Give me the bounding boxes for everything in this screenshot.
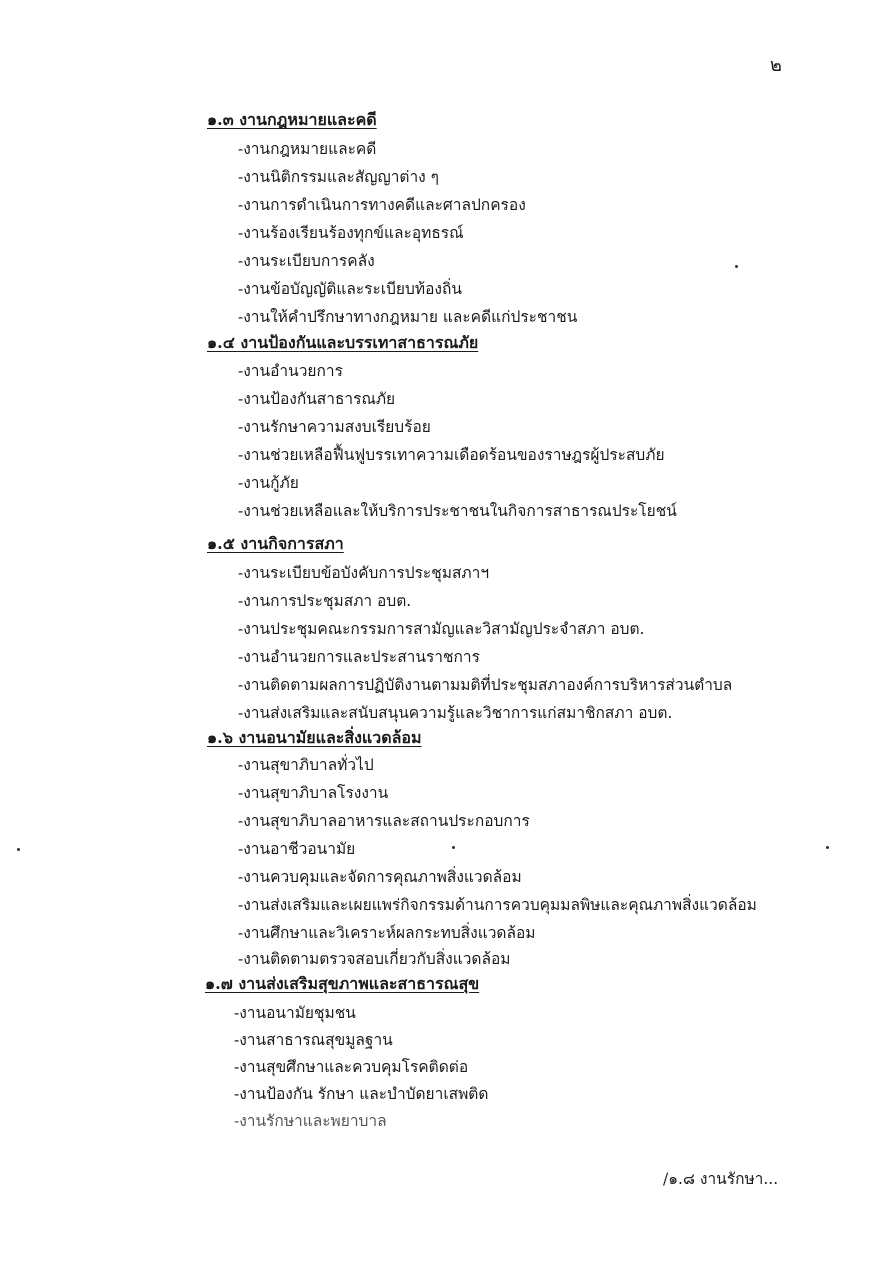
scan-speck [735, 265, 738, 268]
scan-speck [452, 846, 455, 849]
section-heading: ๑.๗ งานส่งเสริมสุขภาพและสาธารณสุข [205, 974, 480, 993]
list-item: -งานระเบียบข้อบังคับการประชุมสภาฯ [238, 564, 490, 582]
list-item: -งานสุขาภิบาลทั่วไป [238, 756, 374, 774]
list-item: -งานอนามัยชุมชน [234, 1004, 356, 1022]
list-item: -งานนิติกรรมและสัญญาต่าง ๆ [238, 168, 440, 186]
list-item: -งานข้อบัญญัติและระเบียบท้องถิ่น [238, 280, 462, 298]
section-heading: ๑.๖ งานอนามัยและสิ่งแวดล้อม [207, 728, 422, 747]
scan-speck [17, 848, 20, 851]
list-item: -งานการประชุมสภา อบต. [238, 592, 412, 610]
list-item: -งานอำนวยการ [238, 362, 343, 380]
list-item: -งานช่วยเหลือและให้บริการประชาชนในกิจการสาธารณประโยชน์ [238, 502, 677, 520]
list-item: -งานกู้ภัย [238, 474, 299, 492]
continuation-note: /๑.๘ งานรักษา... [663, 1170, 779, 1188]
list-item: -งานสุขศึกษาและควบคุมโรคติดต่อ [234, 1058, 469, 1076]
list-item: -งานสุขาภิบาลโรงงาน [238, 784, 389, 802]
list-item: -งานอาชีวอนามัย [238, 840, 356, 858]
list-item: -งานกฎหมายและคดี [238, 140, 377, 158]
section-heading: ๑.๕ งานกิจการสภา [207, 534, 344, 553]
list-item: -งานการดำเนินการทางคดีและศาลปกครอง [238, 196, 526, 214]
list-item: -งานป้องกัน รักษา และบำบัดยาเสพติด [234, 1085, 489, 1103]
list-item: -งานติดตามตรวจสอบเกี่ยวกับสิ่งแวดล้อม [238, 950, 511, 968]
list-item: -งานติดตามผลการปฏิบัติงานตามมติที่ประชุมสภาองค์การบริหารส่วนตำบล [238, 676, 733, 694]
list-item: -งานร้องเรียนร้องทุกข์และอุทธรณ์ [238, 224, 464, 242]
scan-speck [826, 846, 829, 849]
list-item: -งานป้องกันสาธารณภัย [238, 390, 396, 408]
list-item: -งานสาธารณสุขมูลฐาน [234, 1031, 393, 1049]
list-item: -งานให้คำปรึกษาทางกฎหมาย และคดีแก่ประชาชน [238, 308, 578, 326]
list-item: -งานศึกษาและวิเคราะห์ผลกระทบสิ่งแวดล้อม [238, 924, 536, 942]
list-item: -งานรักษาและพยาบาล [234, 1112, 387, 1130]
section-heading: ๑.๔ งานป้องกันและบรรเทาสาธารณภัย [207, 333, 479, 352]
list-item: -งานช่วยเหลือฟื้นฟูบรรเทาความเดือดร้อนของราษฎรผู้ประสบภัย [238, 446, 665, 464]
list-item: -งานประชุมคณะกรรมการสามัญและวิสามัญประจำสภา อบต. [238, 620, 645, 638]
list-item: -งานส่งเสริมและสนับสนุนความรู้และวิชาการแก่สมาชิกสภา อบต. [238, 704, 673, 722]
list-item: -งานอำนวยการและประสานราชการ [238, 648, 480, 666]
list-item: -งานสุขาภิบาลอาหารและสถานประกอบการ [238, 812, 530, 830]
page-number: ๒ [770, 55, 782, 76]
list-item: -งานควบคุมและจัดการคุณภาพสิ่งแวดล้อม [238, 868, 522, 886]
section-heading: ๑.๓ งานกฎหมายและคดี [207, 110, 377, 129]
list-item: -งานรักษาความสงบเรียบร้อย [238, 418, 431, 436]
list-item: -งานระเบียบการคลัง [238, 252, 375, 270]
list-item: -งานส่งเสริมและเผยแพร่กิจกรรมด้านการควบคุมมลพิษและคุณภาพสิ่งแวดล้อม [238, 896, 757, 914]
